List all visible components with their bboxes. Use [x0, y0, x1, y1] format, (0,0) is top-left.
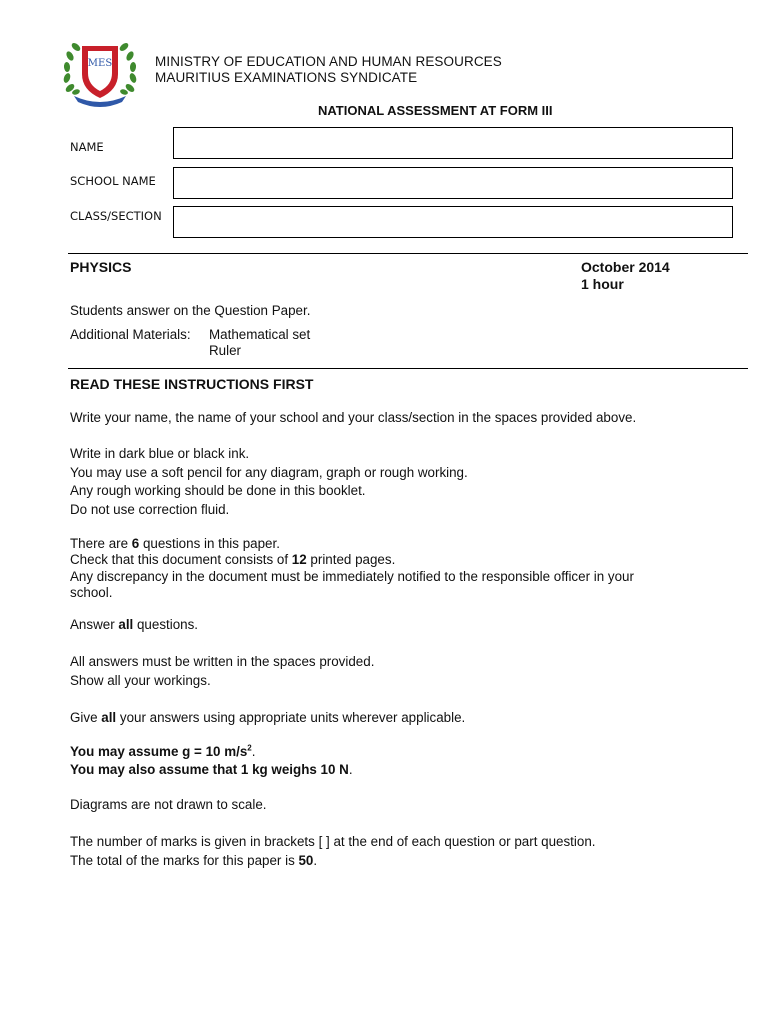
divider-top [68, 253, 748, 254]
material-item: Ruler [209, 343, 241, 358]
instruction-line: The number of marks is given in brackets [ ] at the end of each question or part question. [70, 834, 596, 849]
instruction-line: Do not use correction fluid. [70, 502, 230, 517]
exam-duration: 1 hour [581, 276, 624, 292]
instruction-line: Any discrepancy in the document must be immediately notified to the responsible officer in your [70, 569, 634, 584]
ministry-title: MINISTRY OF EDUCATION AND HUMAN RESOURCES [155, 54, 502, 69]
subject-name: PHYSICS [70, 259, 132, 275]
gravity-assumption: You may assume g = 10 $m/s^2$. [70, 743, 256, 759]
assessment-title: NATIONAL ASSESSMENT AT FORM III [318, 103, 553, 118]
instruction-paragraph: Write your name, the name of your school and your class/section in the spaces provided above. [70, 410, 637, 425]
instruction-line: You may use a soft pencil for any diagram, graph or rough working. [70, 465, 468, 480]
question-count-line: There are 6 questions in this paper. [70, 536, 280, 551]
name-input-box[interactable] [173, 127, 733, 159]
name-label: NAME [70, 140, 104, 154]
divider-bottom [68, 368, 748, 369]
instruction-line: Show all your workings. [70, 673, 211, 688]
svg-text:MES: MES [87, 58, 113, 69]
total-marks-line: The total of the marks for this paper is 50. [70, 853, 318, 868]
laurel-crest-icon [60, 36, 140, 108]
material-item: Mathematical set [209, 327, 311, 342]
instruction-line: Any rough working should be done in this booklet. [70, 483, 366, 498]
page-count-line: Check that this document consists of 12 printed pages. [70, 552, 396, 567]
instruction-line: Diagrams are not drawn to scale. [70, 797, 267, 812]
instruction-line: school. [70, 585, 113, 600]
syndicate-title: MAURITIUS EXAMINATIONS SYNDICATE [155, 70, 418, 85]
class-section-input-box[interactable] [173, 206, 733, 238]
units-line: Give all your answers using appropriate units wherever applicable. [70, 710, 466, 725]
instructions-heading: READ THESE INSTRUCTIONS FIRST [70, 376, 314, 392]
weight-assumption: You may also assume that 1 kg weighs 10 N. [70, 762, 353, 777]
instruction-line: All answers must be written in the spaces provided. [70, 654, 375, 669]
exam-date: October 2014 [581, 259, 670, 275]
class-section-label: CLASS/SECTION [70, 209, 162, 223]
mes-logo [60, 36, 140, 108]
answer-on-paper: Students answer on the Question Paper. [70, 303, 311, 318]
instruction-line: Write in dark blue or black ink. [70, 446, 250, 461]
answer-all-line: Answer all questions. [70, 617, 199, 632]
school-name-input-box[interactable] [173, 167, 733, 199]
additional-materials-label: Additional Materials: [70, 327, 191, 342]
school-name-label: SCHOOL NAME [70, 174, 156, 188]
